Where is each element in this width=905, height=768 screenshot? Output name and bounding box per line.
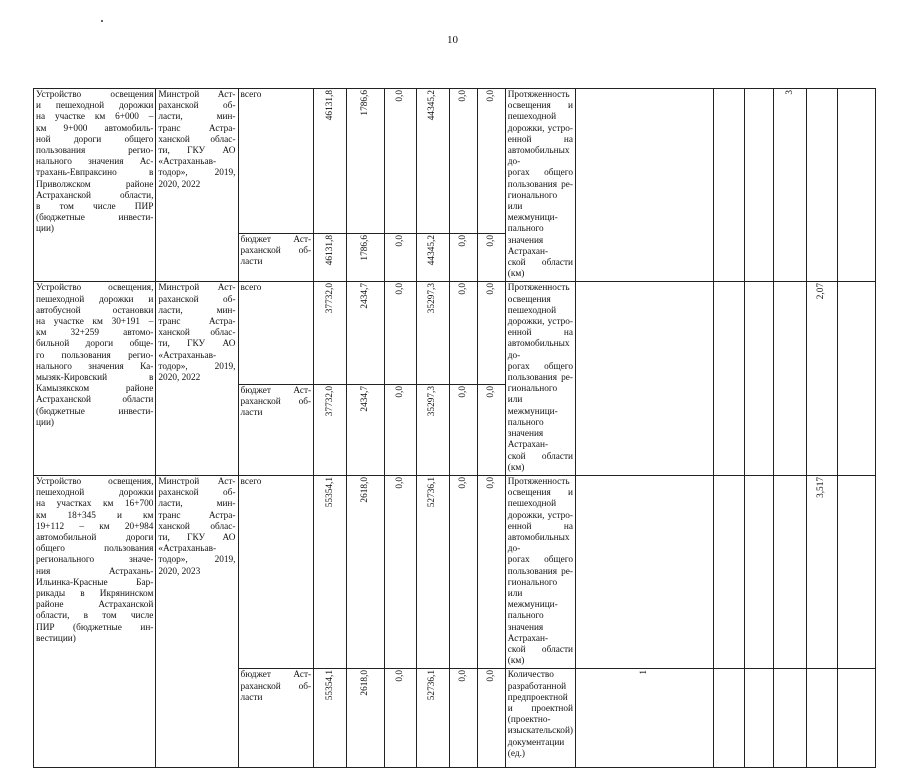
indicator-value: 3,517 [816,476,827,498]
text-line: тодор», 2019, [158,555,236,566]
text-line: раханской об- [158,294,236,305]
amount-cell [314,385,347,476]
cell-value: 0,0 [394,283,405,296]
text-line: Протяженность освещения [507,283,570,305]
amount-cell [314,669,347,768]
indicator-value-cell [745,282,774,475]
text-line: мызяк-Кировский в [36,373,154,384]
text-line: Камызякском районе [36,384,154,395]
program-table [33,88,905,768]
amount-cell [416,385,449,476]
amount-cell [416,234,449,282]
text-line: области, в том числе [36,611,154,622]
text-line: (бюджетные инвести- [36,213,154,224]
text-line: пешеходной дорожки, устро- [507,112,574,134]
cell-value: 46131,8 [324,90,335,121]
text-line: ной дороги общего [36,134,154,145]
amount-cell [449,282,477,385]
cell-value: 46131,8 [324,235,335,266]
amount-cell [385,234,416,282]
text-line: ласти, мин- [158,305,236,316]
cell-value: 55354,1 [324,670,335,701]
text-line: Устройство освещения, [36,476,154,487]
text-line: тодор», 2019, [158,361,236,372]
text-line: транс Астра- [158,317,236,328]
cell-value: 37732,0 [324,386,335,417]
executor [156,475,238,767]
cell-value: 0,0 [457,283,468,296]
amount-cell [478,385,505,476]
text-line: Астраханской области, [36,190,154,201]
text-line: ласти [240,692,263,703]
text-line: бюджет Аст- [240,235,312,246]
text-line: «Астраханьав- [158,157,217,168]
text-line: тодор», 2019, [158,168,236,179]
text-line: ции) [36,417,55,428]
text-line: пешеходной дорожки и [36,294,154,305]
indicator-value-cell [745,669,774,768]
cell-value: 0,0 [457,476,468,489]
cell-value: 0,0 [485,235,496,247]
cell-value: 0,0 [457,235,468,247]
amount-cell [416,282,449,385]
text-line: раханской об- [158,488,236,499]
source-total-label: всего [238,282,314,385]
text-line: гионального или межмуници- [507,577,558,611]
text-line: трахань-Евпраксино в [36,168,154,179]
text-line: пального значения Астрахан- [507,417,549,451]
cell-value: 0,0 [485,670,496,682]
text-line: Количество разработанной [507,670,567,692]
text-line: ти, ГКУ АО [158,146,236,157]
text-line: раханской об- [240,397,312,408]
text-line: енной на автомобильных до- [507,134,574,168]
text-line: ласти [240,408,263,419]
text-line: Протяженность освещения и [507,90,574,112]
cell-value: 0,0 [394,670,405,682]
text-line: рогах общего пользования ре- [507,555,574,577]
indicator [505,669,575,768]
cell-value: 0,0 [485,476,496,489]
source-budget-label [238,234,314,282]
text-line: пального значения Астрахан- [507,611,549,644]
text-line: пешеходной дорожки, устро- [507,305,574,328]
text-line: регионального значе- [36,555,154,566]
text-line: км 18+345 и км [36,510,154,521]
amount-cell [347,282,385,385]
text-line: вестиции) [36,633,76,644]
cell-value: 2434,7 [360,386,371,412]
cell-value: 1786,6 [360,90,371,116]
amount-cell [385,669,416,768]
indicator-value-cell [807,669,837,768]
text-line: бюджет Аст- [240,670,312,681]
cell-value: 0,0 [394,90,405,102]
text-line: транс Астра- [158,123,236,134]
text-line: раханской об- [240,681,312,692]
text-line: транс Астра- [158,510,236,521]
text-line: ханской облас- [158,134,236,145]
text-line: ти, ГКУ АО [158,532,236,543]
cell-value: 0,0 [457,386,468,398]
text-line: гионального или межмуници- [507,384,558,417]
text-line: пешеходной дорожки, устро- [507,499,574,521]
amount-cell [314,282,347,385]
measure-name [34,475,156,767]
text-line: 19+112 – км 20+984 [36,521,154,532]
indicator-value: 2,07 [816,283,827,300]
amount-cell [449,234,477,282]
text-line: ции) [36,224,55,235]
text-line: ской области (км) [507,644,574,667]
cell-value: 0,0 [394,386,405,398]
text-line: пешеходной дорожки [36,488,154,499]
indicator-value-cell [714,669,745,768]
text-line: пользования регио- [36,146,154,157]
text-line: ти, ГКУ АО [158,339,236,350]
text-line: Минстрой Аст- [158,90,236,100]
text-line: «Астраханьав- [158,544,217,555]
text-line: 2020, 2022 [158,373,201,384]
text-line: раханской об- [158,101,236,112]
indicator-value-cell [774,282,807,475]
text-line: общего пользования [36,544,154,555]
cell-value: 0,0 [457,670,468,682]
text-line: на участке км 30+191 – [36,317,154,328]
amount-cell [416,89,449,234]
text-line: ской области (км) [507,258,574,280]
cell-value: 0,0 [485,283,496,296]
page-number: 10 [447,34,458,46]
executor [156,282,238,475]
text-line: Астраханской области [36,395,154,406]
source-total-label: всего [238,89,314,234]
text-line: бюджет Аст- [240,386,312,396]
text-line: автобусной остановки [36,305,154,316]
amount-cell [314,234,347,282]
amount-cell [416,669,449,768]
cell-value: 37732,0 [324,283,335,314]
cell-value: 44345,2 [427,235,438,266]
text-line: «Астраханьав- [158,350,217,361]
text-line: км 32+259 автомо- [36,328,154,339]
indicator-value-cell [837,669,875,768]
text-line: в том числе ПИР [36,202,154,213]
text-line: рогах общего пользования ре- [507,168,574,190]
text-line: рогах общего пользования ре- [507,361,574,384]
indicator-value-cell [837,282,875,475]
indicator-value-cell [576,282,714,475]
amount-cell [385,385,416,476]
text-line: ласти, мин- [158,499,236,510]
text-line: км 9+000 автомобиль- [36,123,154,134]
text-line: ния Астрахань- [36,566,154,577]
cell-value: 0,0 [394,476,405,489]
text-line: районе Астраханской [36,600,154,611]
text-line: го пользования регио- [36,350,154,361]
text-line: Ильинка-Красные Бар- [36,577,154,588]
text-line: (проектно-изыскательской) [507,715,574,737]
indicator-value-cell [774,669,807,768]
indicator-value-cell [807,89,837,282]
text-line: ской области (км) [507,451,574,473]
text-line: ПИР (бюджетные ин- [36,622,154,633]
indicator-value-cell [774,89,807,282]
scan-dot [101,20,103,22]
text-line: на участках км 16+700 [36,499,154,510]
text-line: предпроектной и проектной [507,692,574,714]
text-line: ханской облас- [158,328,236,339]
amount-cell [385,282,416,385]
text-line: бильной дороги обще- [36,339,154,350]
text-line: Протяженность освещения и [507,476,574,499]
text-line: автомобильной дороги [36,532,154,543]
indicator-value-cell [576,89,714,282]
amount-cell [478,89,505,234]
indicator-value-cell [807,282,837,475]
cell-value: 0,0 [457,90,468,102]
indicator-value-cell [714,89,745,282]
cell-value: 55354,1 [324,476,335,508]
amount-cell [385,89,416,234]
text-line: пального значения Астрахан- [507,224,549,257]
cell-value: 0,0 [485,90,496,102]
text-line: Устройство освещения [36,90,154,100]
amount-cell [478,234,505,282]
indicator-value: 3 [784,90,795,95]
indicator [505,89,575,282]
text-line: нального значения Ка- [36,361,154,372]
indicator-value-cell [576,669,714,768]
amount-cell [449,89,477,234]
cell-value: 2434,7 [360,283,371,310]
cell-value: 0,0 [485,386,496,398]
amount-cell [314,89,347,234]
cell-value: 2618,0 [360,476,371,503]
text-line: на участке км 6+000 – [36,112,154,123]
text-line: ласти, мин- [158,112,236,123]
indicator-value-cell [745,89,774,282]
amount-cell [347,234,385,282]
text-line: енной на автомобильных до- [507,521,574,555]
text-line: Устройство освещения, [36,283,154,294]
amount-cell [347,669,385,768]
indicator-value: 1 [639,670,650,676]
source-budget-label [238,669,314,768]
text-line: 2020, 2023 [158,566,201,577]
text-line: 2020, 2022 [158,179,201,190]
text-line: Приволжском районе [36,179,154,190]
indicator [505,282,575,475]
text-line: и пешеходной дорожки [36,101,154,112]
amount-cell [347,89,385,234]
cell-value: 44345,2 [427,90,438,121]
cell-value: 52736,1 [427,670,438,701]
table-row [34,89,905,234]
measure-name [34,282,156,475]
text-line: документации (ед.) [507,737,565,759]
cell-value: 35297,3 [427,386,438,417]
text-line: енной на автомобильных до- [507,328,574,361]
text-line: ласти [240,257,263,268]
indicator-value-cell [714,282,745,475]
text-line: Минстрой Аст- [158,476,236,487]
cell-value: 0,0 [394,235,405,247]
amount-cell [347,385,385,476]
text-line: нального значения Ас- [36,157,154,168]
amount-cell [478,669,505,768]
text-line: рикады в Икрянинском [36,588,154,599]
text-line: Минстрой Аст- [158,283,236,294]
table-row [34,282,905,385]
text-line: ханской облас- [158,521,236,532]
text-line: гионального или межмуници- [507,190,558,224]
source-budget-label [238,385,314,476]
measure-name [34,89,156,282]
cell-value: 52736,1 [427,476,438,508]
indicator-value-cell [837,89,875,282]
amount-cell [449,385,477,476]
amount-cell [478,282,505,385]
text-line: (бюджетные инвести- [36,406,154,417]
cell-value: 35297,3 [427,283,438,314]
cell-value: 2618,0 [360,670,371,696]
amount-cell [449,669,477,768]
text-line: раханской об- [240,246,312,257]
source-total-label: всего [238,475,314,668]
executor [156,89,238,282]
cell-value: 1786,6 [360,235,371,261]
